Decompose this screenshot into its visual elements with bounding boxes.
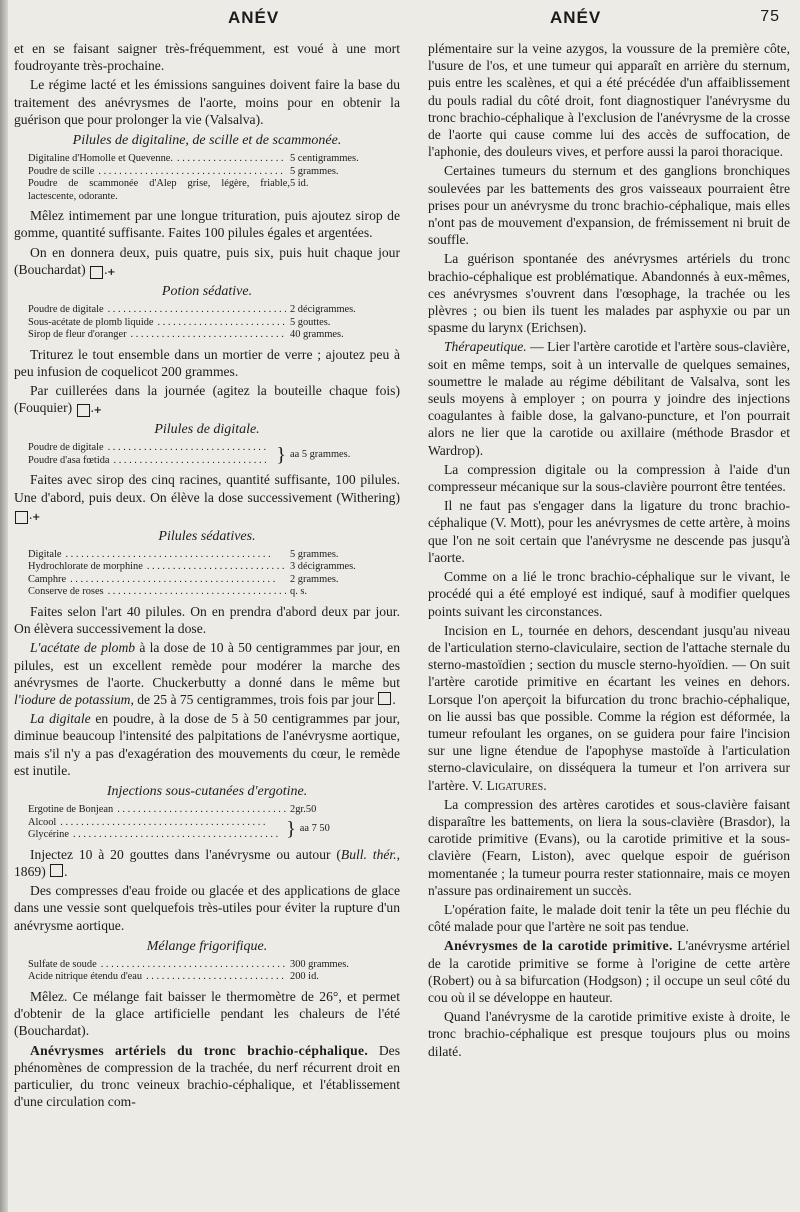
page-number: 75 — [760, 8, 780, 25]
quantity: 5 grammes. — [290, 165, 339, 177]
plus-box-icon: + — [90, 266, 103, 279]
quantity: aa 7 50 — [299, 822, 330, 834]
ingredient: Poudre de digitale — [28, 442, 104, 454]
quantity: aa 5 grammes. — [290, 448, 351, 460]
ingredient: Sulfate de soude — [28, 958, 97, 970]
formula-row — [28, 153, 400, 166]
paragraph: La guérison spontanée des anévrysmes artériels du tronc brachio-céphalique est problématique. Abandonnés à eux-mêmes, ces anévrysmes s'ouvrent dans l'œsophage, la trachée ou les plèvres ; ou bien ils tuent les malades par asphyxie ou par un spasme du larynx (Erichsen). — [428, 251, 790, 336]
ingredient: Ergotine de Bonjean — [28, 804, 114, 816]
formula-row — [28, 317, 400, 330]
quantity: 3 décigrammes. — [290, 561, 356, 573]
formula-row — [28, 178, 400, 203]
paragraph-text: On en donnera deux, puis quatre, puis six, puis huit chaque jour (Bouchardat) — [14, 244, 400, 277]
formula-row — [28, 304, 400, 317]
ingredient: Acide nitrique étendu d'eau — [28, 971, 143, 983]
paragraph: Le régime lacté et les émissions sanguines doivent faire la base du traitement des anévrysmes de l'aorte, moins pour en obtenir la guérison que pour prolonger la vie (Valsalva). — [14, 77, 400, 127]
paragraph: Mêlez intimement par une longue trituration, puis ajoutez sirop de gomme, quantité suffisante. Faites 100 pilules égales et argentées. — [14, 208, 400, 241]
running-head-left — [90, 8, 390, 38]
ingredient: Conserve de roses — [28, 586, 104, 598]
entry-heading: Anévrysmes artériels du tronc brachio-céphalique. — [30, 1042, 369, 1058]
formula-row — [28, 561, 400, 574]
paragraph: Thérapeutique. — Lier l'artère carotide et l'artère sous-clavière, soit en même temps, soit à un intervalle de quelques semaines, soumettre le malade au régime débilitant de Valsalva, sont les seuls moyens à employer ; on pourra y joindre des injections coagulantes à faible dose, la galvano-puncture, et l'on pourrait alors ne lier que la carotide ou axillaire (méthode Brasdor et Wardrop). — [428, 339, 790, 458]
emphasis: La digitale — [30, 711, 91, 727]
running-head-right-title: ANÉV — [550, 8, 602, 27]
page-edge-shadow — [0, 0, 8, 1212]
quantity: 5 gouttes. — [290, 316, 331, 328]
section-heading: Potion sédative. — [161, 283, 253, 299]
formula-brace-group — [28, 442, 400, 467]
ingredient: Sirop de fleur d'oranger — [28, 329, 127, 341]
brace-glyph: } — [286, 818, 296, 841]
ingredient: Sous-acétate de plomb liquide — [28, 316, 154, 328]
quantity: 300 grammes. — [290, 958, 349, 970]
paragraph: Comme on a lié le tronc brachio-céphalique sur le vivant, le procédé qui a été employé est indiqué, sauf à modifier quelques points suivant les circonstances. — [428, 569, 790, 619]
ingredient: Digitale — [28, 548, 62, 560]
quantity: 2gr.50 — [290, 804, 317, 816]
running-head-left-title: ANÉV — [228, 8, 280, 27]
paragraph: Triturez le tout ensemble dans un mortier de verre ; ajoutez peu à peu infusion de coquelicot 200 grammes. — [14, 346, 400, 379]
ingredient: Poudre d'asa fœtida — [28, 454, 110, 466]
brace-glyph: } — [276, 443, 286, 466]
quantity: q. s. — [290, 586, 308, 598]
formula-digitale — [28, 442, 400, 467]
left-column — [14, 40, 400, 1112]
ingredient: Camphre — [28, 573, 67, 585]
emphasis: Bull. thér. — [340, 846, 397, 862]
formula-frigorifique — [28, 959, 400, 984]
paragraph: plémentaire sur la veine azygos, la voussure de la première côte, l'usure de l'os, et une tumeur qui apparaît en arrière du sternum, puis entre les scalènes, et qui a été précédée d'un affaiblissement du pouls radial du côté droit, font diagnostiquer l'anévrysme du tronc brachio-céphalique à l'exclusion de l'anévrysme de la crosse de l'aorte qui cause comme lui des accès de suffocation, de l'aphonie, des douleurs vives, et perfore aussi la paroi thoracique. — [428, 41, 790, 160]
paragraph: Anévrysmes artériels du tronc brachio-céphalique. Des phénomènes de compression de la trachée, du nerf récurrent droit en particulier, du tronc veineux brachio-céphalique, et l'établissement d'une circulation com- — [14, 1042, 400, 1110]
quantity: 200 id. — [290, 971, 319, 983]
paragraph: Il ne faut pas s'engager dans la ligature du tronc brachio-céphalique (V. Mott), pour les anévrysmes de cette artère, à moins que l'on ne soit certain que l'anévrysme ne descende pas jusqu'à l'aorte. — [428, 498, 790, 565]
formula-ergotine — [28, 804, 400, 842]
paragraph: Par cuillerées dans la journée (agitez la bouteille chaque fois) (Fouquier) +. — [14, 382, 400, 417]
paragraph: La digitale en poudre, à la dose de 5 à 50 centigrammes par jour, diminue beaucoup l'intensité des palpitations de l'anévrysme aortique, mais s'il n'y a pas d'exagération des mouvements du cœur, le remède est inutile. — [14, 711, 400, 778]
formula-potion — [28, 304, 400, 342]
paragraph: Anévrysmes de la carotide primitive. L'anévrysme artériel de la carotide primitive se forme à l'origine de cette artère (Robert) ou à sa bifurcation (Hodgson) ; il occupe un seul côté du cou où il se développe en hauteur. — [428, 938, 790, 1005]
section-heading: Pilules de digitale. — [154, 422, 260, 438]
paragraph: Faites selon l'art 40 pilules. On en prendra d'abord deux par jour. On élèvera successivement la dose. — [14, 603, 400, 637]
quantity: 2 grammes. — [290, 573, 339, 585]
quantity: 40 grammes. — [290, 329, 344, 341]
ingredient: Glycérine — [28, 829, 69, 841]
paragraph: Faites avec sirop des cinq racines, quantité suffisante, 100 pilules. Une d'abord, puis deux. On élève la dose successivement (Withering) +. — [14, 472, 400, 523]
paragraph: Incision en L, tournée en dehors, descendant jusqu'au niveau de l'articulation sterno-claviculaire, section de l'attache sternale du sterno-mastoïdien ; section du muscle sterno-hyoïdien. — On suit l'artère carotide primitive en écartant les veines en dehors. Lorsque l'on aperçoit la bifurcation du tronc brachio-céphalique, on lie aussi bas que possible. Comme la région est déformée, la tumeur refoulant les organes, on se guidera pour faire l'incision sur une ligne étendue de l'apophyse mastoïde à l'articulation sterno-claviculaire, on disséquera la tumeur et l'on arrivera sur l'artère. V. Ligatures. — [428, 622, 790, 793]
paragraph: L'opération faite, le malade doit tenir la tête un peu fléchie du côté malade pour que l'artère ne soit pas tendue. — [428, 901, 790, 935]
formula-row — [28, 804, 400, 817]
paragraph: Certaines tumeurs du sternum et des ganglions bronchiques soulevées par les battements des gros vaisseaux pourraient être prises pour un anévrysme du tronc brachio-céphalique, mais elles n'ont pas de mouvement d'expansion, de frémissement ni bruit de souffle. — [428, 163, 790, 248]
formula-row — [28, 586, 400, 599]
empty-box-icon — [378, 692, 391, 705]
ingredient: Poudre de digitale — [28, 304, 104, 316]
plus-box-icon: + — [15, 511, 28, 524]
paragraph: Mêlez. Ce mélange fait baisser le thermomètre de 26°, et permet d'obtenir de la glace artificielle pendant les chaleurs de l'été (Bouchardat). — [14, 988, 400, 1039]
paragraph: Injectez 10 à 20 gouttes dans l'anévrysme ou autour (Bull. thér., 1869) . — [14, 846, 400, 879]
running-head-right — [420, 8, 780, 38]
section-heading: Pilules sédatives. — [158, 528, 256, 544]
ingredient: Poudre de scammonée d'Alep grise, légère, friable, lactescente, odorante. — [28, 178, 290, 202]
formula-row — [28, 549, 400, 562]
paragraph: L'acétate de plomb à la dose de 10 à 50 centigrammes par jour, en pilules, est un excellent remède pour modérer la marche des anévrysmes de l'aorte. Chuckerbutty a donné dans le même but l'iodure de potassium, de 25 à 75 centigrammes, trois fois par jour . — [14, 640, 401, 707]
ingredient: Poudre de scille — [28, 165, 95, 177]
formula-row — [28, 971, 400, 984]
ingredient: Alcool — [28, 816, 57, 828]
paragraph-text: Par cuillerées dans la journée (agitez la bouteille chaque fois) (Fouquier) — [14, 382, 400, 416]
cross-reference: Ligatures — [486, 777, 544, 793]
formula-row — [28, 166, 400, 179]
paragraph: La compression digitale ou la compression à l'aide d'un compresseur mécanique sur la sous-clavière pourront être tentées. — [428, 461, 790, 495]
paragraph: La compression des artères carotides et sous-clavière faisant disparaître les battements, on liera la sous-clavière (Brasdor), la carotide primitive (Evans), ou la carotide primitive et la sous-clavière (Fearn, Liston), avec quelque espoir de guérison momentanée ; la tumeur pourra rester stationnaire, mais ce moyen n'assure pas ordinairement un succès. — [428, 796, 790, 898]
quantity: 5 centigrammes. — [290, 153, 359, 165]
quantity: 5 id. — [290, 178, 309, 190]
formula-row — [28, 329, 400, 342]
paragraph-text: Faites avec sirop des cinq racines, quantité suffisante, 100 pilules. Une d'abord, puis deux. On élève la dose successivement (Withering) — [14, 472, 400, 505]
formula-row — [28, 574, 400, 587]
plus-box-icon: + — [77, 404, 90, 417]
section-heading: Mélange frigorifique. — [146, 938, 268, 954]
section-heading: Injections sous-cutanées d'ergotine. — [106, 783, 308, 799]
formula-row — [28, 959, 400, 972]
paragraph: Des compresses d'eau froide ou glacée et des applications de glace dans une vessie sont quelquefois très-utiles pour éviter la rupture d'un anévrysme aortique. — [14, 883, 400, 933]
ingredient: Hydrochlorate de morphine — [28, 561, 143, 573]
emphasis: L'acétate de plomb — [30, 640, 136, 656]
right-column — [428, 40, 790, 1062]
emphasis: l'iodure de potassium — [14, 691, 131, 707]
section-heading: Pilules de digitaline, de scille et de scammonée. — [72, 133, 342, 149]
quantity: 2 décigrammes. — [290, 304, 356, 316]
ingredient: Digitaline d'Homolle et Quevenne. — [28, 153, 173, 165]
entry-heading: Anévrysmes de la carotide primitive. — [444, 938, 673, 954]
paragraph: On en donnera deux, puis quatre, puis six, puis huit chaque jour (Bouchardat) +. — [14, 244, 400, 278]
empty-box-icon — [50, 864, 63, 877]
emphasis: Thérapeutique. — [444, 339, 527, 355]
quantity: 5 grammes. — [290, 548, 339, 560]
formula-sedatives — [28, 549, 400, 599]
formula-brace-group — [28, 817, 400, 842]
paragraph: Quand l'anévrysme de la carotide primitive existe à droite, le tronc brachio-céphalique est presque toujours plus ou moins dilaté. — [428, 1009, 790, 1059]
formula-digitaline — [28, 153, 400, 203]
paragraph: et en se faisant saigner très-fréquemment, est voué à une mort foudroyante très-prochaine. — [14, 41, 400, 74]
